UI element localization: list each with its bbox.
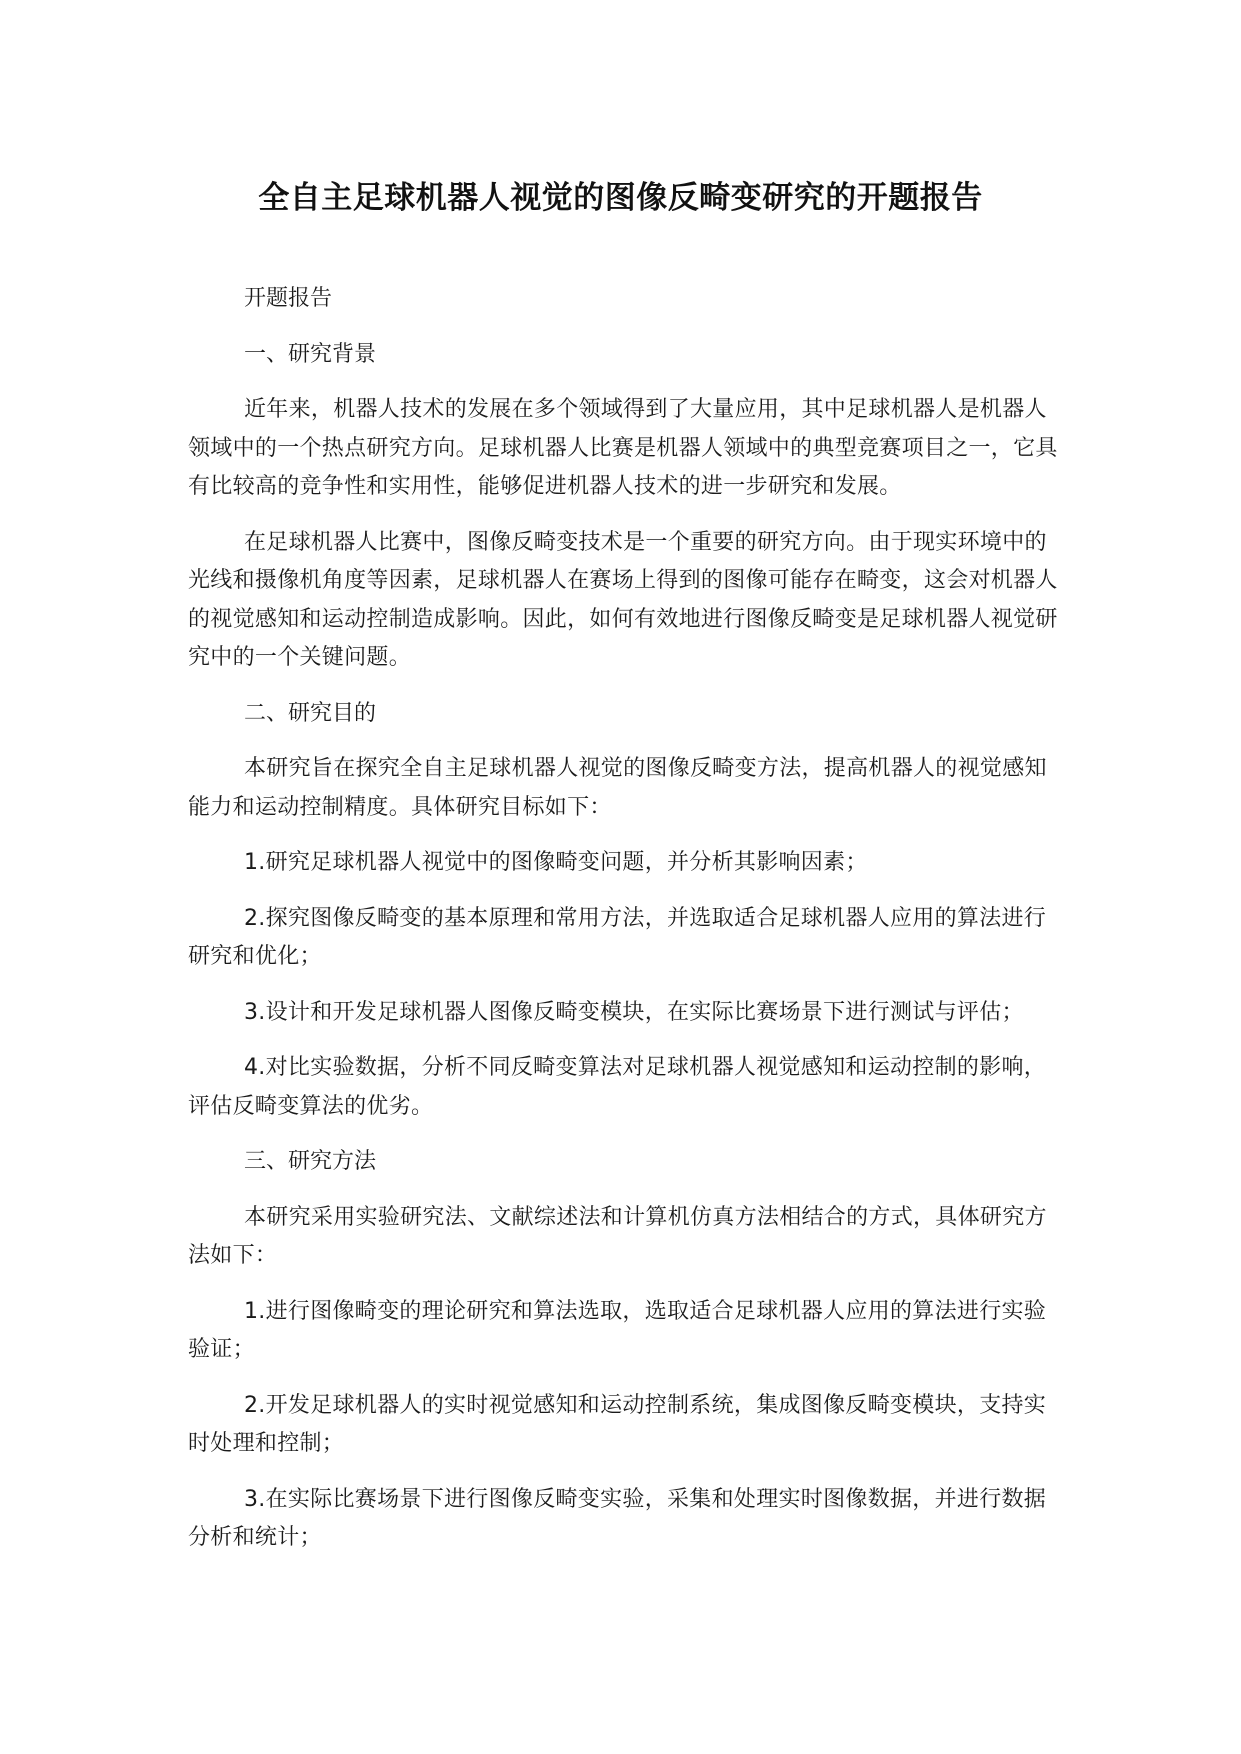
list-item: 1.研究足球机器人视觉中的图像畸变问题，并分析其影响因素； xyxy=(244,850,868,875)
paragraph: 本研究采用实验研究法、文献综述法和计算机仿真方法相结合的方式，具体研究方法如下： xyxy=(188,1204,1047,1268)
section-heading-purpose: 二、研究目的 xyxy=(244,700,377,726)
section-heading-methods: 三、研究方法 xyxy=(244,1149,377,1174)
paragraph: 近年来，机器人技术的发展在多个领域得到了大量应用，其中足球机器人是机器人领域中的一个热点研究方向。足球机器人比赛是机器人领域中的典型竞赛项目之一，它具有比较高的竞争性和实用性，能够促进机器人技术的进一步研究和发展。 xyxy=(188,397,1058,499)
subtitle: 开题报告 xyxy=(244,286,333,311)
paragraph: 本研究旨在探究全自主足球机器人视觉的图像反畸变方法，提高机器人的视觉感知能力和运动控制精度。具体研究目标如下： xyxy=(188,756,1047,820)
list-item: 2.探究图像反畸变的基本原理和常用方法，并选取适合足球机器人应用的算法进行研究和优化； xyxy=(188,905,1047,969)
list-item: 4.对比实验数据，分析不同反畸变算法对足球机器人视觉感知和运动控制的影响，评估反畸变算法的优劣。 xyxy=(188,1055,1047,1119)
document-title: 全自主足球机器人视觉的图像反畸变研究的开题报告 xyxy=(258,180,983,216)
list-item: 1.进行图像畸变的理论研究和算法选取，选取适合足球机器人应用的算法进行实验验证； xyxy=(188,1298,1047,1362)
document-body xyxy=(188,280,1068,1575)
list-item: 3.在实际比赛场景下进行图像反畸变实验，采集和处理实时图像数据，并进行数据分析和统计； xyxy=(188,1486,1047,1550)
list-item: 2.开发足球机器人的实时视觉感知和运动控制系统，集成图像反畸变模块，支持实时处理和控制； xyxy=(188,1392,1047,1456)
section-heading-background: 一、研究背景 xyxy=(244,341,377,367)
list-item: 3.设计和开发足球机器人图像反畸变模块，在实际比赛场景下进行测试与评估； xyxy=(244,999,1024,1025)
paragraph: 在足球机器人比赛中，图像反畸变技术是一个重要的研究方向。由于现实环境中的光线和摄像机角度等因素，足球机器人在赛场上得到的图像可能存在畸变，这会对机器人的视觉感知和运动控制造成影响。因此，如何有效地进行图像反畸变是足球机器人视觉研究中的一个关键问题。 xyxy=(188,529,1058,670)
